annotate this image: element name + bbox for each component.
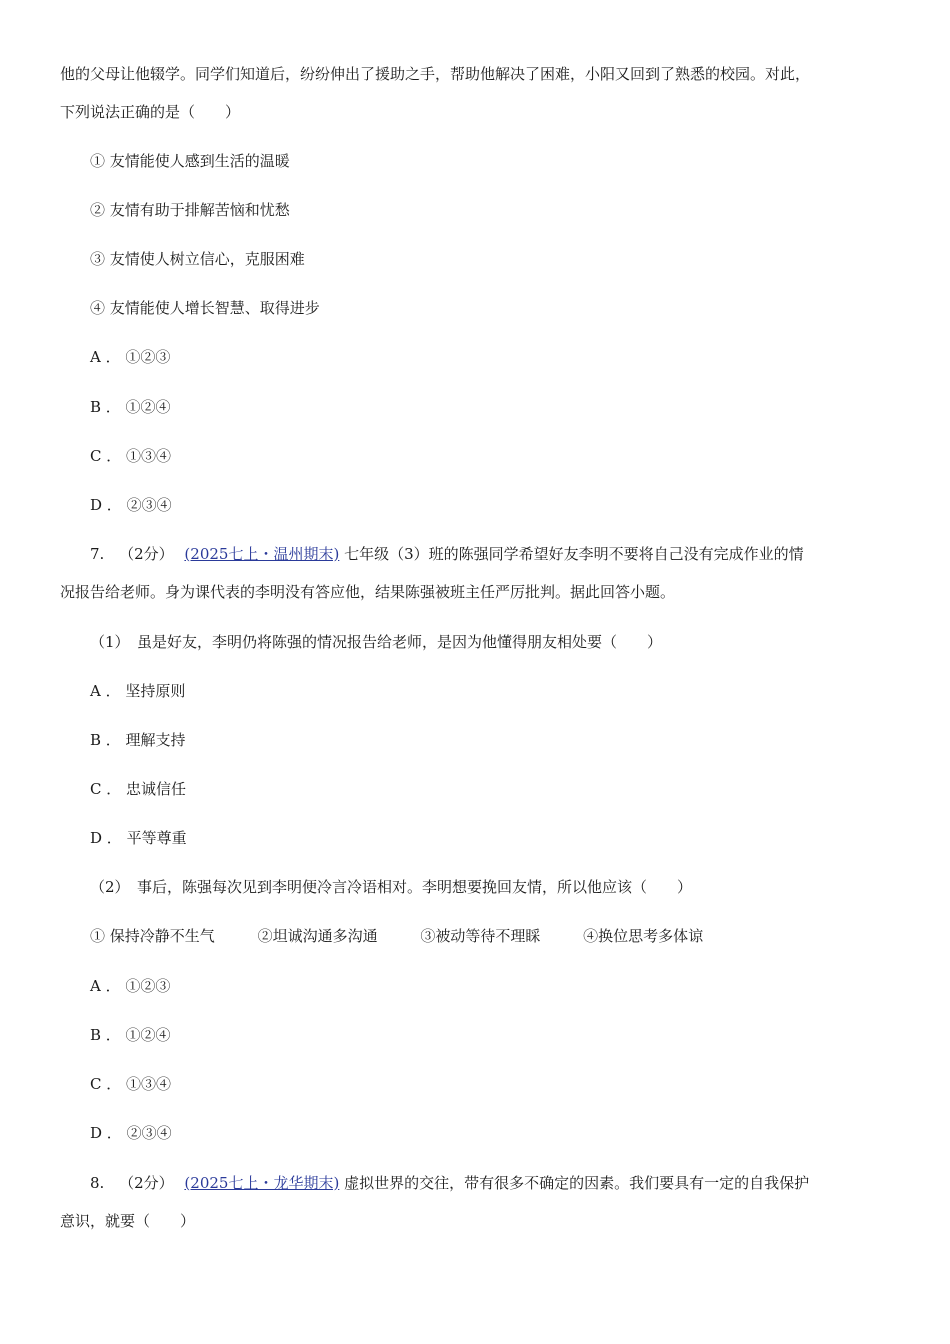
q7-sub2-option-b[interactable]: B ． ①②④: [90, 1026, 171, 1044]
q7-sub2-option-d[interactable]: D ． ②③④: [90, 1124, 172, 1142]
q6-option-b[interactable]: B ． ①②④: [90, 398, 171, 416]
q7-number: 7.: [90, 545, 105, 563]
q7-stem-line2: 况报告给老师。身为课代表的李明没有答应他，结果陈强被班主任严厉批判。据此回答小题。: [60, 583, 676, 601]
q7-sub2-statement-1: ① 保持冷静不生气: [90, 927, 215, 945]
q7-sub2-statements: [90, 925, 703, 947]
q7-sub2-question: （2） 事后，陈强每次见到李明便冷言冷语相对。李明想要挽回友情，所以他应该（ ）: [90, 878, 693, 896]
q7-score: （2分）: [119, 545, 174, 563]
q6-statement-2: ② 友情有助于排解苦恼和忧愁: [90, 201, 290, 219]
q7-sub2-statement-2: ②坦诚沟通多沟通: [257, 927, 378, 945]
q6-stem-line1: 他的父母让他辍学。同学们知道后，纷纷伸出了援助之手，帮助他解决了困难，小阳又回到了熟悉的校园。对此，: [60, 65, 811, 83]
q8-number: 8.: [90, 1174, 105, 1192]
q6-statement-1: ① 友情能使人感到生活的温暖: [90, 152, 290, 170]
q7-sub2-option-c[interactable]: C ． ①③④: [90, 1075, 172, 1093]
q6-option-c[interactable]: C ． ①③④: [90, 447, 172, 465]
q6-statement-3: ③ 友情使人树立信心，克服困难: [90, 250, 305, 268]
q8-source-link[interactable]: (2025七上・龙华期末): [184, 1174, 340, 1192]
q6-option-a[interactable]: A ． ①②③: [90, 348, 171, 366]
q7-stem-text: 七年级（3）班的陈强同学希望好友李明不要将自己没有完成作业的情: [344, 545, 804, 563]
q7-sub1-option-d[interactable]: D ． 平等尊重: [90, 829, 187, 847]
q8-stem-text: 虚拟世界的交往，带有很多不确定的因素。我们要具有一定的自我保护: [344, 1174, 810, 1192]
q8-score: （2分）: [119, 1174, 174, 1192]
q7-sub1-question: （1） 虽是好友，李明仍将陈强的情况报告给老师，是因为他懂得朋友相处要（ ）: [90, 633, 663, 651]
q7-sub2-statement-4: ④换位思考多体谅: [583, 927, 704, 945]
q7-sub1-option-b[interactable]: B ． 理解支持: [90, 731, 186, 749]
q6-option-d[interactable]: D ． ②③④: [90, 496, 172, 514]
q7-sub1-option-c[interactable]: C ． 忠诚信任: [90, 780, 187, 798]
q7-stem-line1: [90, 543, 804, 565]
q6-stem-line2: 下列说法正确的是（ ）: [60, 103, 241, 121]
q7-sub1-option-a[interactable]: A ． 坚持原则: [90, 682, 186, 700]
q7-sub2-option-a[interactable]: A ． ①②③: [90, 977, 171, 995]
q7-source-link[interactable]: (2025七上・温州期末): [184, 545, 340, 563]
q8-stem-line1: [90, 1172, 809, 1194]
q7-sub2-statement-3: ③被动等待不理睬: [420, 927, 541, 945]
q6-statement-4: ④ 友情能使人增长智慧、取得进步: [90, 299, 320, 317]
q8-stem-line2: 意识，就要（ ）: [60, 1212, 196, 1230]
